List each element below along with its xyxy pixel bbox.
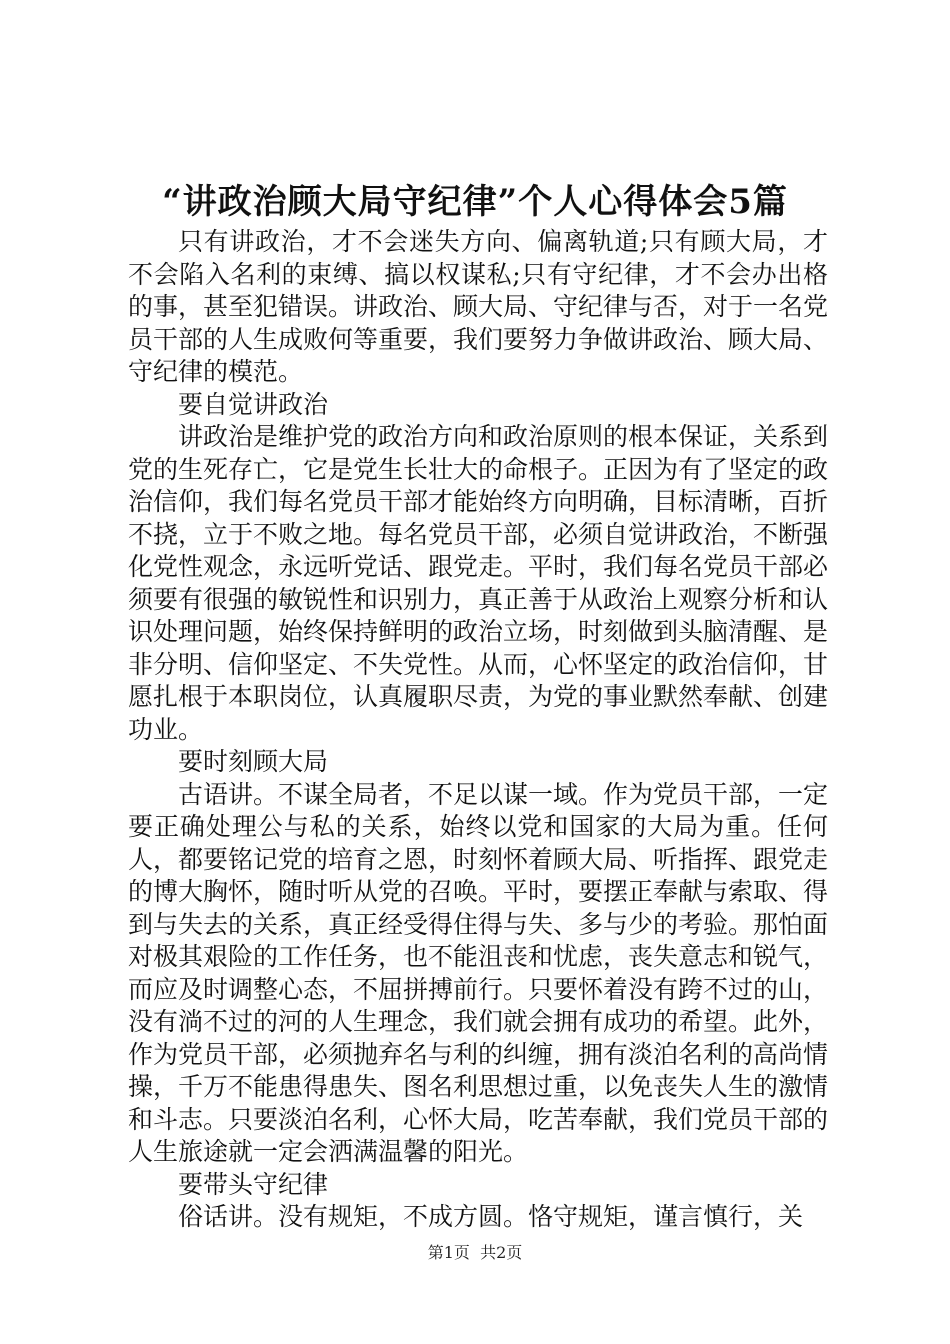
section-heading-discipline: 要带头守纪律 bbox=[178, 1169, 329, 1199]
paragraph-big-picture: 古语讲。不谋全局者，不足以谋一域。作为党员干部，一定要正确处理公与私的关系，始终以党和国家的大局为重。任何人，都要铭记党的培育之恩，时刻怀着顾大局、听指挥、跟党走的博大胸怀，随时听从党的召唤。平时，要摆正奉献与索取、得到与失去的关系，真正经受得住得与失、多与少的考验。那怕面对极其艰险的工作任务，也不能沮丧和忧虑，丧失意志和锐气，而应及时调整心态，不屈拼搏前行。只要怀着没有跨不过的山，没有淌不过的河的人生理念，我们就会拥有成功的希望。此外，作为党员干部，必须抛弃名与利的纠缠，拥有淡泊名利的高尚情操，千万不能患得患失、图名利思想过重，以免丧失人生的激情和斗志。只要淡泊名利，心怀大局，吃苦奉献，我们党员干部的人生旅途就一定会洒满温馨的阳光。 bbox=[128, 779, 829, 1166]
paragraph-politics: 讲政治是维护党的政治方向和政治原则的根本保证，关系到党的生死存亡，它是党生长壮大的命根子。正因为有了坚定的政治信仰，我们每名党员干部才能始终方向明确，目标清晰，百折不挠，立于不败之地。每名党员干部，必须自觉讲政治，不断强化党性观念，永远听党话、跟党走。平时，我们每名党员干部必须要有很强的敏锐性和识别力，真正善于从政治上观察分析和认识处理问题，始终保持鲜明的政治立场，时刻做到头脑清醒、是非分明、信仰坚定、不失党性。从而，心怀坚定的政治信仰，甘愿扎根于本职岗位，认真履职尽责，为党的事业默然奉献、创建功业。 bbox=[128, 422, 829, 744]
paragraph-intro: 只有讲政治，才不会迷失方向、偏离轨道;只有顾大局，才不会陷入名利的束缚、搞以权谋私;只有守纪律，才不会办出格的事，甚至犯错误。讲政治、顾大局、守纪律与否，对于一名党员干部的人生成败何等重要，我们要努力争做讲政治、顾大局、守纪律的模范。 bbox=[128, 227, 829, 386]
document-body bbox=[128, 226, 828, 1234]
document-title: “讲政治顾大局守纪律”个人心得体会5篇 bbox=[162, 182, 788, 222]
section-heading-politics: 要自觉讲政治 bbox=[178, 389, 329, 419]
paragraph-discipline: 俗话讲。没有规矩，不成方圆。恪守规矩，谨言慎行，关 bbox=[178, 1202, 804, 1231]
section-heading-big-picture: 要时刻顾大局 bbox=[178, 747, 329, 776]
page-footer-label: 第1页 共2页 bbox=[427, 1243, 523, 1262]
